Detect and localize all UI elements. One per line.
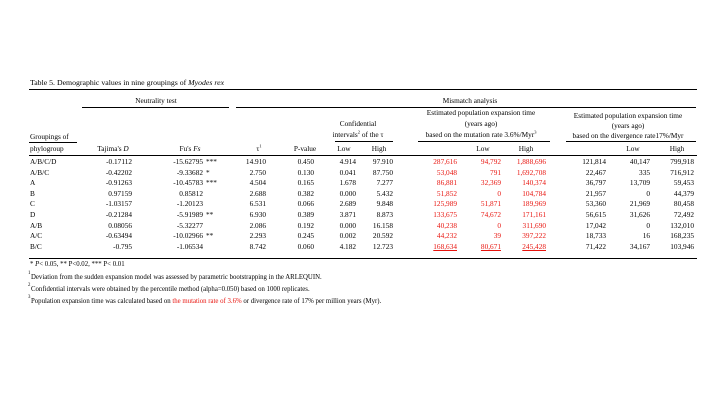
cell-fu-sig: ** bbox=[206, 231, 214, 241]
cell-group: C bbox=[30, 199, 35, 209]
header-neutrality: Neutrality test bbox=[135, 96, 177, 105]
cell-tau: 6.531 bbox=[249, 199, 266, 209]
cell-ci-low: 0.000 bbox=[339, 188, 356, 198]
rule-div bbox=[566, 141, 696, 142]
cell-ci-high: 87.750 bbox=[372, 167, 393, 177]
cell-fu: -10.45783 bbox=[173, 178, 203, 188]
cell-mut-high: 189,969 bbox=[522, 199, 546, 209]
cell-div-est: 53,360 bbox=[585, 199, 606, 209]
cell-div-low: 0 bbox=[646, 220, 650, 230]
cell-div-est: 71,422 bbox=[585, 241, 606, 251]
cell-div-high: 80,458 bbox=[673, 199, 694, 209]
cell-p: 0.382 bbox=[297, 188, 314, 198]
header-based-on-1 bbox=[426, 131, 537, 138]
header-pvalue: P-value bbox=[293, 144, 317, 153]
cell-ci-high: 12.723 bbox=[372, 241, 393, 251]
intervals-text: intervals bbox=[332, 130, 358, 139]
cell-mut-low: 39 bbox=[493, 231, 501, 241]
cell-fu-sig: ** bbox=[206, 210, 214, 219]
header-mut-high: High bbox=[518, 144, 534, 153]
header-ci-high: High bbox=[371, 144, 387, 153]
fn3-b: or divergence rate of 17% per million years (Myr). bbox=[241, 298, 382, 305]
footnote-3-sup: 3 bbox=[28, 295, 31, 300]
cell-tau: 2.086 bbox=[249, 220, 266, 230]
cell-mut-low: 791 bbox=[490, 167, 501, 177]
footnote-3-text bbox=[31, 299, 381, 306]
cell-fu-sig: *** bbox=[206, 157, 217, 166]
cell-group: A/C bbox=[30, 231, 43, 241]
cell-mut-high: 311,690 bbox=[522, 220, 546, 230]
header-mismatch: Mismatch analysis bbox=[442, 96, 498, 105]
cell-group: B bbox=[30, 188, 35, 198]
cell-mut-est: 40,238 bbox=[436, 220, 457, 230]
cell-fu: -5.91989 bbox=[176, 210, 203, 219]
cell-ci-high: 16.158 bbox=[372, 220, 393, 230]
header-intervals bbox=[333, 131, 384, 138]
footnote-significance bbox=[30, 262, 125, 269]
footnote-1-sup: 1 bbox=[28, 271, 31, 276]
cell-p: 0.192 bbox=[297, 220, 314, 230]
rule-neutrality bbox=[82, 107, 229, 108]
cell-ci-low: 0.000 bbox=[339, 220, 356, 230]
fu-italic: Fs bbox=[193, 144, 201, 153]
tau-sup: 1 bbox=[259, 143, 262, 149]
cell-fu-sig: * bbox=[206, 167, 210, 177]
cell-fu: -15.62795 bbox=[173, 157, 203, 166]
cell-p: 0.130 bbox=[297, 167, 314, 177]
cell-ci-low: 1.678 bbox=[339, 178, 356, 188]
cell-p: 0.060 bbox=[297, 241, 314, 251]
fn3-a: Population expansion time was calculated based on bbox=[31, 298, 173, 305]
intervals-sup: 2 bbox=[357, 129, 360, 135]
cell-tajima: 0.97159 bbox=[108, 188, 132, 198]
cell-div-est: 18,733 bbox=[585, 231, 606, 241]
cell-ci-low: 0.041 bbox=[339, 167, 356, 177]
cell-div-est: 56,615 bbox=[585, 210, 606, 219]
of-tau-text: of the τ bbox=[359, 130, 384, 139]
header-groupings-of: Groupings of bbox=[30, 132, 69, 141]
based-on-1-sup: 3 bbox=[534, 129, 537, 135]
header-est-time-2: Estimated population expansion time bbox=[573, 111, 683, 120]
cell-fu: -1.06534 bbox=[176, 241, 203, 251]
footnote-1-text: Deviation from the sudden expansion model was assessed by parametric bootstrapping in the ARLEQUIN. bbox=[31, 274, 322, 281]
cell-mut-low: 51,871 bbox=[480, 199, 501, 209]
cell-tau: 6.930 bbox=[249, 210, 266, 219]
cell-ci-low: 2.689 bbox=[339, 199, 356, 209]
cell-mut-high: 1,888,696 bbox=[516, 157, 546, 166]
cell-group: B/C bbox=[30, 241, 42, 251]
cell-tau: 2.750 bbox=[249, 167, 266, 177]
cell-div-est: 17,042 bbox=[585, 220, 606, 230]
cell-mut-est: 44,232 bbox=[436, 231, 457, 241]
cell-div-low: 335 bbox=[639, 167, 650, 177]
cell-div-low: 31,626 bbox=[629, 210, 650, 219]
cell-mut-low: 74,672 bbox=[480, 210, 501, 219]
cell-tajima: -0.91263 bbox=[105, 178, 132, 188]
cell-div-high: 44,379 bbox=[673, 188, 694, 198]
rule-ci bbox=[335, 141, 393, 142]
header-div-high: High bbox=[669, 144, 685, 153]
cell-fu: -9.33682 bbox=[176, 167, 203, 177]
cell-ci-low: 4.914 bbox=[339, 157, 356, 166]
cell-ci-high: 7.277 bbox=[376, 178, 393, 188]
cell-ci-high: 97.910 bbox=[372, 157, 393, 166]
sig-a: * bbox=[30, 261, 36, 268]
cell-div-low: 16 bbox=[642, 231, 650, 241]
cell-mut-low: 32,369 bbox=[480, 178, 501, 188]
cell-tau: 14.910 bbox=[245, 157, 266, 166]
header-est-time-1: Estimated population expansion time bbox=[426, 108, 536, 117]
header-ci-low: Low bbox=[337, 144, 351, 153]
table-caption bbox=[30, 79, 224, 87]
header-years-ago-2: (years ago) bbox=[611, 121, 645, 130]
cell-div-est: 36,797 bbox=[585, 178, 606, 188]
header-years-ago-1: (years ago) bbox=[464, 119, 498, 128]
caption-text: Table 5. Demographic values in nine groupings of bbox=[30, 78, 189, 87]
cell-mut-high: 1,692,708 bbox=[516, 167, 546, 177]
cell-tajima: -1.03157 bbox=[105, 199, 132, 209]
header-confidential: Confidential bbox=[339, 119, 377, 128]
cell-mut-high: 104,784 bbox=[522, 188, 546, 198]
cell-mut-est: 86,881 bbox=[436, 178, 457, 188]
cell-mut-low: 94,792 bbox=[480, 157, 501, 166]
cell-ci-high: 9.848 bbox=[376, 199, 393, 209]
cell-tajima: 0.08056 bbox=[108, 220, 132, 230]
cell-div-high: 799,918 bbox=[670, 157, 694, 166]
header-div-low: Low bbox=[626, 144, 640, 153]
cell-div-low: 13,709 bbox=[629, 178, 650, 188]
cell-div-est: 121,814 bbox=[582, 157, 606, 166]
rule-mut bbox=[418, 141, 550, 142]
header-mut-low: Low bbox=[476, 144, 490, 153]
cell-group: D bbox=[30, 210, 36, 219]
cell-div-high: 59,453 bbox=[673, 178, 694, 188]
cell-div-est: 22,467 bbox=[585, 167, 606, 177]
cell-ci-low: 4.182 bbox=[339, 241, 356, 251]
cell-group: A/B bbox=[30, 220, 43, 230]
tajima-label: Tajima's bbox=[97, 144, 124, 153]
cell-fu-sig: *** bbox=[206, 178, 217, 188]
tau-label: τ bbox=[256, 144, 260, 153]
fu-label: Fu's bbox=[179, 144, 194, 153]
cell-p: 0.389 bbox=[297, 210, 314, 219]
bottom-rule bbox=[29, 258, 697, 259]
cell-group: A bbox=[30, 178, 36, 188]
cell-fu: -5.32277 bbox=[176, 220, 203, 230]
cell-mut-est: 287,616 bbox=[433, 157, 457, 166]
top-rule bbox=[29, 89, 697, 90]
cell-div-high: 716,912 bbox=[670, 167, 694, 177]
cell-tajima: -0.42202 bbox=[105, 167, 132, 177]
cell-tajima: -0.21284 bbox=[105, 210, 132, 219]
cell-mut-low: 0 bbox=[497, 220, 501, 230]
cell-mut-low: 0 bbox=[497, 188, 501, 198]
cell-tau: 2.293 bbox=[249, 231, 266, 241]
cell-p: 0.450 bbox=[297, 157, 314, 166]
cell-mut-est: 133,675 bbox=[433, 210, 457, 219]
cell-div-low: 0 bbox=[646, 188, 650, 198]
cell-p: 0.165 bbox=[297, 178, 314, 188]
header-phylogroup: phylogroup bbox=[30, 144, 64, 153]
cell-ci-high: 20.592 bbox=[372, 231, 393, 241]
header-tau bbox=[256, 145, 261, 152]
cell-tau: 8.742 bbox=[249, 241, 266, 251]
sig-p: P bbox=[35, 261, 40, 268]
cell-group: A/B/C/D bbox=[30, 157, 57, 166]
sig-b: < 0.05, ** P<0.02, *** P< 0.01 bbox=[39, 261, 125, 268]
footnote-2-text: Confidential intervals were obtained by the percentile method (alpha=0.050) based on 1000 replicates. bbox=[31, 286, 310, 293]
cell-p: 0.245 bbox=[297, 231, 314, 241]
cell-group: A/B/C bbox=[30, 167, 50, 177]
cell-tajima: -0.795 bbox=[113, 241, 132, 251]
cell-div-high: 168,235 bbox=[670, 231, 694, 241]
cell-ci-low: 0.002 bbox=[339, 231, 356, 241]
cell-tau: 4.504 bbox=[249, 178, 266, 188]
cell-mut-high: 397,222 bbox=[522, 231, 546, 241]
tajima-italic: D bbox=[123, 144, 129, 153]
cell-fu: -10.02966 bbox=[173, 231, 203, 241]
cell-ci-high: 5.432 bbox=[376, 188, 393, 198]
caption-species: Myodes rex bbox=[188, 78, 225, 87]
cell-div-low: 21,969 bbox=[629, 199, 650, 209]
cell-fu: -1.20123 bbox=[176, 199, 203, 209]
cell-mut-est: 51,852 bbox=[436, 188, 457, 198]
cell-tajima: -0.17112 bbox=[106, 157, 132, 166]
cell-mut-est: 53,048 bbox=[436, 167, 457, 177]
cell-ci-low: 3.871 bbox=[339, 210, 356, 219]
footnote-2-sup: 2 bbox=[28, 283, 31, 288]
cell-fu: 0.85812 bbox=[179, 188, 203, 198]
cell-mut-est: 125,989 bbox=[433, 199, 457, 209]
cell-div-low: 40,147 bbox=[629, 157, 650, 166]
cell-div-est: 21,957 bbox=[585, 188, 606, 198]
cell-div-low: 34,167 bbox=[629, 241, 650, 251]
header-bottom-rule bbox=[29, 155, 697, 156]
based-on-1-text: based on the mutation rate 3.6%/Myr bbox=[425, 130, 535, 139]
fn3-red: the mutation rate of 3.6% bbox=[172, 298, 242, 305]
cell-p: 0.066 bbox=[297, 199, 314, 209]
cell-mut-est: 168,634 bbox=[433, 241, 457, 251]
rule-groupings bbox=[29, 142, 77, 143]
header-tajima bbox=[97, 145, 128, 152]
cell-mut-high: 171,161 bbox=[522, 210, 546, 219]
cell-tajima: -0.63494 bbox=[105, 231, 132, 241]
cell-mut-high: 140,374 bbox=[522, 178, 546, 188]
cell-mut-high: 245,428 bbox=[522, 241, 546, 251]
cell-div-high: 132,010 bbox=[670, 220, 694, 230]
cell-ci-high: 8.873 bbox=[376, 210, 393, 219]
cell-div-high: 72,492 bbox=[673, 210, 694, 219]
header-based-on-2: based on the divergence rate17%/Myr bbox=[572, 131, 684, 140]
cell-mut-low: 80,671 bbox=[480, 241, 501, 251]
cell-tau: 2.688 bbox=[249, 188, 266, 198]
header-fu bbox=[180, 145, 201, 152]
cell-div-high: 103,946 bbox=[670, 241, 694, 251]
